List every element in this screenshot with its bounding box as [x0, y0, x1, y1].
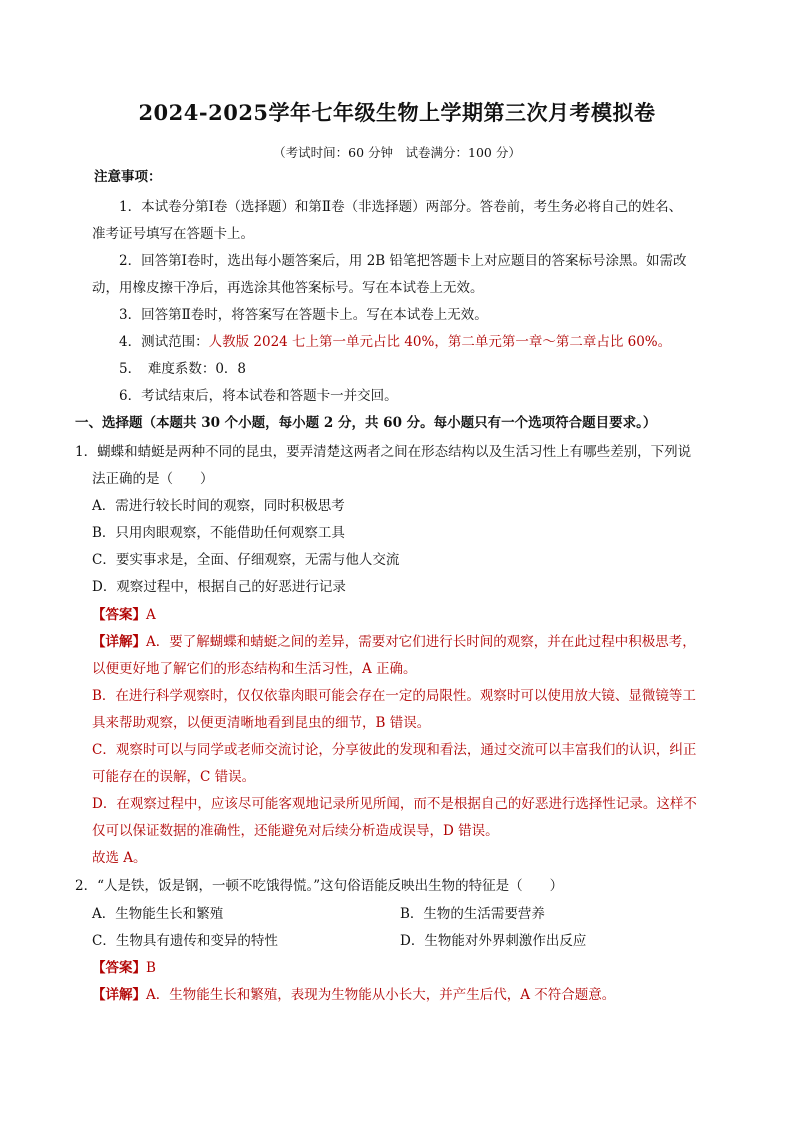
- q1-stem-line-1: 1．蝴蝶和蜻蜓是两种不同的昆虫，要弄清楚这两者之间在形态结构以及生活习性上有哪些差别，下列说: [75, 444, 692, 460]
- q1-detail-b-line-1: B．在进行科学观察时，仅仅依靠肉眼可能会存在一定的局限性。观察时可以使用放大镜、显微镜等工: [92, 688, 696, 704]
- q1-conclusion: 故选 A。: [92, 850, 147, 866]
- q2-detail-label: 【详解】: [92, 987, 146, 1003]
- q2-answer: [92, 959, 156, 977]
- q1-stem-line-2: 法正确的是（ ）: [92, 471, 214, 487]
- notice-item-1-line-2: 准考证号填写在答题卡上。: [92, 226, 254, 242]
- page-title: 2024-2025学年七年级生物上学期第三次月考模拟卷: [138, 100, 656, 125]
- exam-info: （考试时间：60 分钟 试卷满分：100 分）: [273, 145, 521, 160]
- q1-option-c: C．要实事求是，全面、仔细观察，无需与他人交流: [92, 552, 400, 568]
- section-heading: 一、选择题（本题共 30 个小题，每小题 2 分，共 60 分。每小题只有一个选项符合题目要求。）: [75, 415, 657, 431]
- q1-answer-value: A: [146, 607, 156, 623]
- q2-option-b: B．生物的生活需要营养: [400, 906, 545, 922]
- q1-detail-c-line-2: 可能存在的误解，C 错误。: [92, 769, 256, 785]
- q2-answer-value: B: [146, 960, 156, 976]
- notice-item-1-line-1: 1．本试卷分第Ⅰ卷（选择题）和第Ⅱ卷（非选择题）两部分。答卷前，考生务必将自己的姓名、: [119, 199, 683, 215]
- notice-item-3: 3．回答第Ⅱ卷时，将答案写在答题卡上。写在本试卷上无效。: [119, 307, 488, 323]
- notice-heading: 注意事项：: [94, 169, 162, 185]
- q1-detail-a-line-2: 以便更好地了解它们的形态结构和生活习性，A 正确。: [92, 661, 417, 677]
- q1-detail-b-line-2: 具来帮助观察，以便更清晰地看到昆虫的细节，B 错误。: [92, 715, 431, 731]
- q2-option-a: A．生物能生长和繁殖: [92, 906, 224, 922]
- notice-item-2-line-2: 动，用橡皮擦干净后，再选涂其他答案标号。写在本试卷上无效。: [92, 280, 484, 296]
- q1-answer: [92, 606, 156, 624]
- q2-option-d: D．生物能对外界刺激作出反应: [400, 933, 587, 949]
- q2-answer-label: 【答案】: [92, 960, 146, 976]
- q1-option-d: D．观察过程中，根据自己的好恶进行记录: [92, 579, 346, 595]
- q1-option-a: A．需进行较长时间的观察，同时积极思考: [92, 498, 345, 514]
- q1-detail-a-text: A．要了解蝴蝶和蜻蜓之间的差异，需要对它们进行长时间的观察，并在此过程中积极思考，: [146, 634, 696, 650]
- q1-detail-c-line-1: C．观察时可以与同学或老师交流讨论，分享彼此的发现和看法，通过交流可以丰富我们的认识，纠正: [92, 742, 697, 758]
- q1-answer-label: 【答案】: [92, 607, 146, 623]
- q1-detail-label: 【详解】: [92, 634, 146, 650]
- q1-detail-d-line-2: 仅可以保证数据的准确性，还能避免对后续分析造成误导，D 错误。: [92, 823, 499, 839]
- q1-detail-d-line-1: D．在观察过程中，应该尽可能客观地记录所见所闻，而不是根据自己的好恶进行选择性记录。这样不: [92, 796, 697, 812]
- notice-item-6: 6．考试结束后，将本试卷和答题卡一并交回。: [119, 388, 398, 404]
- q1-option-b: B．只用肉眼观察，不能借助任何观察工具: [92, 525, 345, 541]
- q2-detail-a: [92, 986, 615, 1004]
- q2-stem: 2．“人是铁，饭是钢，一顿不吃饿得慌。”这句俗语能反映出生物的特征是（ ）: [75, 878, 564, 894]
- notice-item-2-line-1: 2．回答第Ⅰ卷时，选出每小题答案后，用 2B 铅笔把答题卡上对应题目的答案标号涂黑。如需改: [119, 253, 687, 269]
- test-scope: 人教版 2024 七上第一单元占比 40%，第二单元第一章～第二章占比 60%。: [208, 334, 672, 350]
- notice-item-4-prefix: 4．测试范围：: [119, 334, 209, 350]
- q1-detail-a-line-1: [92, 633, 696, 651]
- notice-item-4: [119, 333, 671, 351]
- notice-item-5: 5． 难度系数：0．8: [119, 361, 247, 377]
- q2-detail-a-text: A．生物能生长和繁殖，表现为生物能从小长大，并产生后代，A 不符合题意。: [146, 987, 616, 1003]
- q2-option-c: C．生物具有遗传和变异的特性: [92, 933, 278, 949]
